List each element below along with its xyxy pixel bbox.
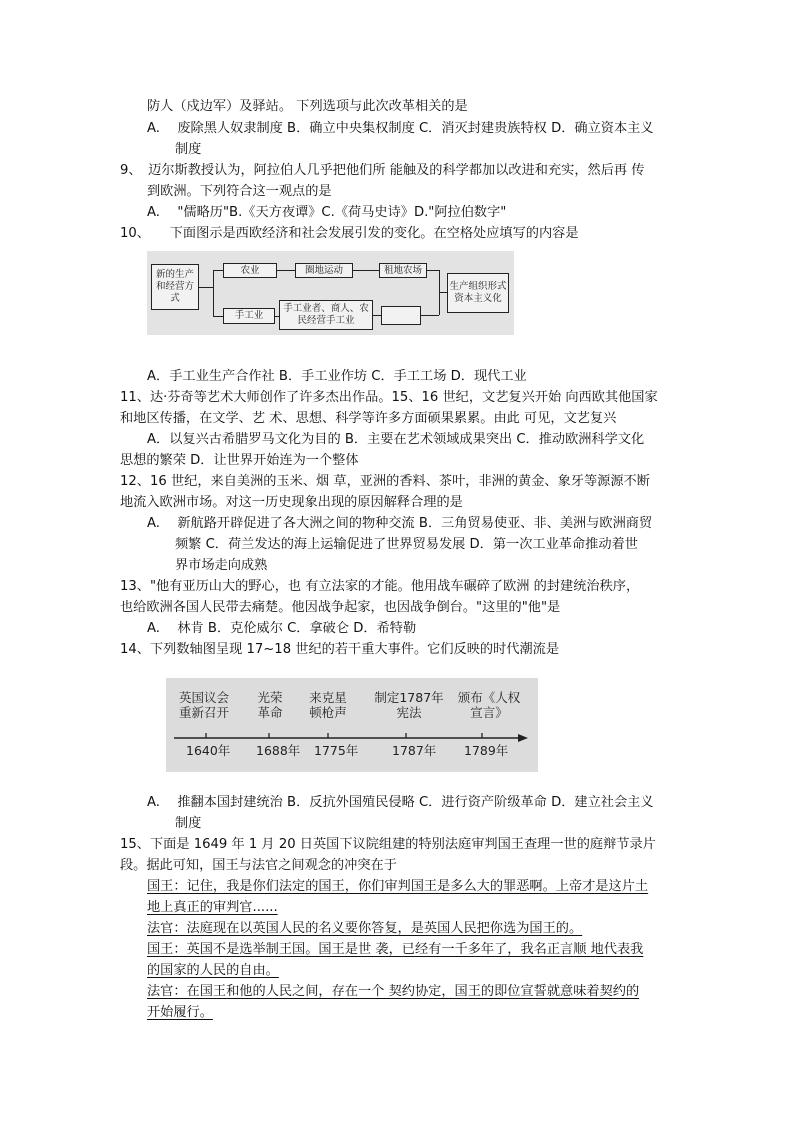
text-line: 段。据此可知，国王与法官之间观念的冲突在于: [120, 858, 397, 873]
option-line: 界市场走向成熟: [175, 558, 268, 573]
dialogue-line: 法官：在国王和他的人民之间，存在一个 契约协定，国王的即位宣誓就意味着契约的: [147, 984, 640, 999]
text-line: 到欧洲。下列符合这一观点的是: [147, 184, 332, 199]
text-line: 和地区传播，在文学、艺 术、思想、科学等许多方面硕果累累。由此 可见，文艺复兴: [120, 411, 617, 426]
timeline-event: 英国议会重新召开: [178, 690, 229, 720]
dialogue-line: 国王：英国不是选举制王国。国王是世 袭，已经有一千多年了，我名正言顺 地代表我: [147, 942, 644, 957]
timeline-event: 颁布《人权宣言》: [457, 690, 521, 720]
connector: [213, 316, 223, 317]
question-9: 9、 迈尔斯教授认为，阿拉伯人几乎把他们所 能触及的科学都加以改进和充实，然后再 传: [120, 163, 645, 178]
diagram-box-start: 新的生产和经营方式: [151, 264, 199, 310]
timeline-event: 制定1787年宪法: [374, 690, 444, 720]
text-line: 防人（戍边军）及驿站。 下列选项与此次改革相关的是: [147, 99, 468, 114]
dialogue-line: 开始履行。: [147, 1005, 213, 1020]
option-line: A. 废除黑人奴隶制度 B．确立中央集权制度 C．消灭封建贵族特权 D．确立资本主义: [147, 121, 654, 136]
question-13: 13、"他有亚历山大的野心，也 有立法家的才能。他用战车碾碎了欧洲 的封建统治秩序，: [120, 579, 640, 594]
connector: [213, 270, 223, 271]
option-line: A. 林肯 B．克伦威尔 C．拿破仑 D．希特勒: [147, 621, 417, 636]
timeline-year: 1688年: [256, 743, 301, 758]
option-line: 思想的繁荣 D．让世界开始连为一个整体: [120, 453, 359, 468]
text-line: 也给欧洲各国人民带去痛楚。他因战争起家，也因战争倒台。"这里的"他"是: [120, 600, 561, 615]
dialogue-line: 的国家的人民的自由。: [147, 963, 279, 978]
question-14: 14、下列数轴图呈现 17~18 世纪的若干重大事件。它们反映的时代潮流是: [120, 642, 560, 657]
diagram-box-handicraft: 手工业: [223, 308, 275, 324]
connector: [373, 315, 381, 316]
connector: [439, 292, 447, 293]
connector: [199, 287, 213, 288]
dialogue-line: 地上真正的审判官......: [147, 900, 278, 915]
option-line: A. 新航路开辟促进了各大洲之间的物种交流 B．三角贸易使亚、非、美洲与欧洲商贸: [147, 516, 653, 531]
option-line: A. "儒略历"B.《天方夜谭》C.《荷马史诗》D."阿拉伯数字": [147, 205, 507, 220]
question-11: 11、达·芬奇等艺术大师创作了许多杰出作品。15、16 世纪，文艺复兴开始 向西欧其他国家: [120, 390, 658, 405]
timeline-event: 来克星顿枪声: [309, 690, 347, 720]
timeline-event: 光荣革命: [257, 690, 283, 720]
timeline-diagram: [166, 678, 538, 772]
diagram-box-tenant-farm: 租地农场: [379, 263, 427, 278]
economy-flow-diagram: [147, 251, 514, 335]
diagram-blank-box: [381, 306, 421, 325]
timeline-year: 1789年: [464, 743, 509, 758]
question-10: 10、 下面图示是西欧经济和社会发展引发的变化。在空格处应填写的内容是: [120, 226, 579, 241]
option-line: A. 推翻本国封建统治 B．反抗外国殖民侵略 C．进行资产阶级革命 D．建立社会主义: [147, 795, 654, 810]
option-line: A．以复兴古希腊罗马文化为目的 B．主要在艺术领域成果突出 C．推动欧洲科学文化: [147, 432, 645, 447]
diagram-box-result: 生产组织形式资本主义化: [447, 273, 509, 313]
text-line: 地流入欧洲市场。对这一历史现象出现的原因解释合理的是: [120, 495, 463, 510]
timeline-year: 1787年: [392, 743, 437, 758]
connector: [421, 315, 439, 316]
option-line: A．手工业生产合作社 B．手工业作坊 C．手工工场 D．现代工业: [147, 369, 527, 384]
diagram-box-agriculture: 农业: [223, 263, 277, 278]
text-line: 制度: [175, 816, 202, 831]
connector: [277, 270, 295, 271]
dialogue-line: 国王：记住，我是你们法定的国王，你们审判国王是多么大的罪恶啊。上帝才是这片土: [147, 879, 649, 894]
diagram-box-workers: 手工业者、商人、农民经营手工业: [279, 300, 373, 330]
connector: [353, 270, 379, 271]
question-12: 12、16 世纪，来自美洲的玉米、烟 草，亚洲的香料、茶叶，非洲的黄金、象牙等源源不断: [120, 474, 650, 489]
connector: [427, 270, 439, 271]
question-15: 15、下面是 1649 年 1 月 20 日英国下议院组建的特别法庭审判国王查理一世的庭辩节录片: [120, 837, 656, 852]
option-line: 频繁 C．荷兰发达的海上运输促进了世界贸易发展 D．第一次工业革命推动着世: [175, 537, 638, 552]
diagram-box-enclosure: 圈地运动: [295, 263, 353, 278]
connector: [213, 270, 214, 316]
text-line: 制度: [175, 142, 202, 157]
timeline-year: 1640年: [186, 743, 231, 758]
dialogue-line: 法官：法庭现在以英国人民的名义要你答复，是英国人民把你选为国王的。: [147, 921, 583, 936]
timeline-year: 1775年: [314, 743, 359, 758]
